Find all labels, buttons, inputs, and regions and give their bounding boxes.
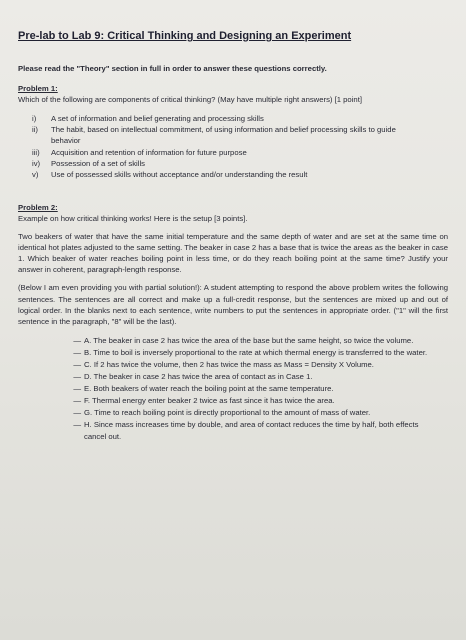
sentence-text: A. The beaker in case 2 has twice the area of the base but the same height, so twice the volume. xyxy=(84,335,414,345)
order-blank[interactable]: — xyxy=(73,384,81,394)
problem-2 xyxy=(18,202,448,442)
problem-1-options xyxy=(18,113,448,180)
sentence-item xyxy=(18,419,448,441)
option-item xyxy=(18,113,448,124)
instruction-text: Please read the "Theory" section in full in order to answer these questions correctly. xyxy=(18,64,327,73)
sentence-item xyxy=(18,359,448,370)
order-blank[interactable]: — xyxy=(73,335,81,345)
sentence-text: D. The beaker in case 2 has twice the area of contact as in Case 1. xyxy=(84,372,313,382)
sentence-text: F. Thermal energy enter beaker 2 twice as fast since it has twice the area. xyxy=(84,396,335,406)
option-item xyxy=(18,158,448,169)
problem-1-heading: Problem 1: xyxy=(18,84,58,94)
sentence-item xyxy=(18,383,448,394)
option-text: Use of possessed skills without acceptance and/or understanding the result xyxy=(51,169,308,179)
option-number: ii) xyxy=(32,125,38,135)
order-blank[interactable]: — xyxy=(73,420,81,430)
order-blank[interactable]: — xyxy=(73,347,81,357)
option-number: iii) xyxy=(32,147,40,157)
option-number: i) xyxy=(32,114,37,124)
option-text: A set of information and belief generating and processing skills xyxy=(51,114,264,124)
sentence-text: B. Time to boil is inversely proportional to the rate at which thermal energy is transferred to the water. xyxy=(84,347,428,357)
sentence-text: C. If 2 has twice the volume, then 2 has twice the mass as Mass = Density X Volume. xyxy=(84,359,374,369)
sentence-list xyxy=(18,335,448,442)
problem-2-intro: Example on how critical thinking works! Here is the setup [3 points]. xyxy=(18,213,248,223)
problem-2-hint: (Below I am even providing you with partial solution!): A student attempting to respond the above problem writes the following sentences. The sentences are all correct and make up a full-credit response, but the sentences are mixed up and out of logical order. In the blanks next to each sentence, write numbers to put the sentences in appropriate order. ("1" will the first sentence in the paragraph, "8" will be the last). xyxy=(18,283,448,326)
option-item xyxy=(18,124,448,146)
order-blank[interactable]: — xyxy=(73,408,81,418)
option-text: Acquisition and retention of information for future purpose xyxy=(51,147,247,157)
order-blank[interactable]: — xyxy=(73,372,81,382)
problem-1-question: Which of the following are components of critical thinking? (May have multiple right answers) [1 point] xyxy=(18,95,362,105)
option-item xyxy=(18,147,448,158)
sentence-item xyxy=(18,395,448,406)
option-number: v) xyxy=(32,169,39,179)
problem-1 xyxy=(18,83,448,180)
sentence-text: E. Both beakers of water reach the boiling point at the same temperature. xyxy=(84,384,334,394)
page-title: Pre-lab to Lab 9: Critical Thinking and Designing an Experiment xyxy=(18,30,352,42)
sentence-item xyxy=(18,371,448,382)
option-text: The habit, based on intellectual commitment, of using information and belief processing skills to guide behavior xyxy=(51,125,396,146)
sentence-text: G. Time to reach boiling point is directly proportional to the amount of mass of water. xyxy=(84,408,371,418)
sentence-text: H. Since mass increases time by double, and area of contact reduces the time by half, both effects cancel out. xyxy=(84,420,419,441)
option-number: iv) xyxy=(32,158,41,168)
sentence-item xyxy=(18,347,448,358)
sentence-item xyxy=(18,407,448,418)
option-item xyxy=(18,169,448,180)
order-blank[interactable]: — xyxy=(73,396,81,406)
order-blank[interactable]: — xyxy=(73,359,81,369)
problem-2-heading: Problem 2: xyxy=(18,202,58,212)
option-text: Possession of a set of skills xyxy=(51,158,145,168)
sentence-item xyxy=(18,335,448,346)
problem-2-setup: Two beakers of water that have the same initial temperature and the same depth of water and are set at the same time on identical hot plates adjusted to the same setting. The beaker in case 2 has a base that is twice the areas as the beaker in case 1. Which beaker of water reaches boiling point in less time, or do they reach boiling point at the same time? Justify your answer in coherent, paragraph-length response. xyxy=(18,232,448,275)
